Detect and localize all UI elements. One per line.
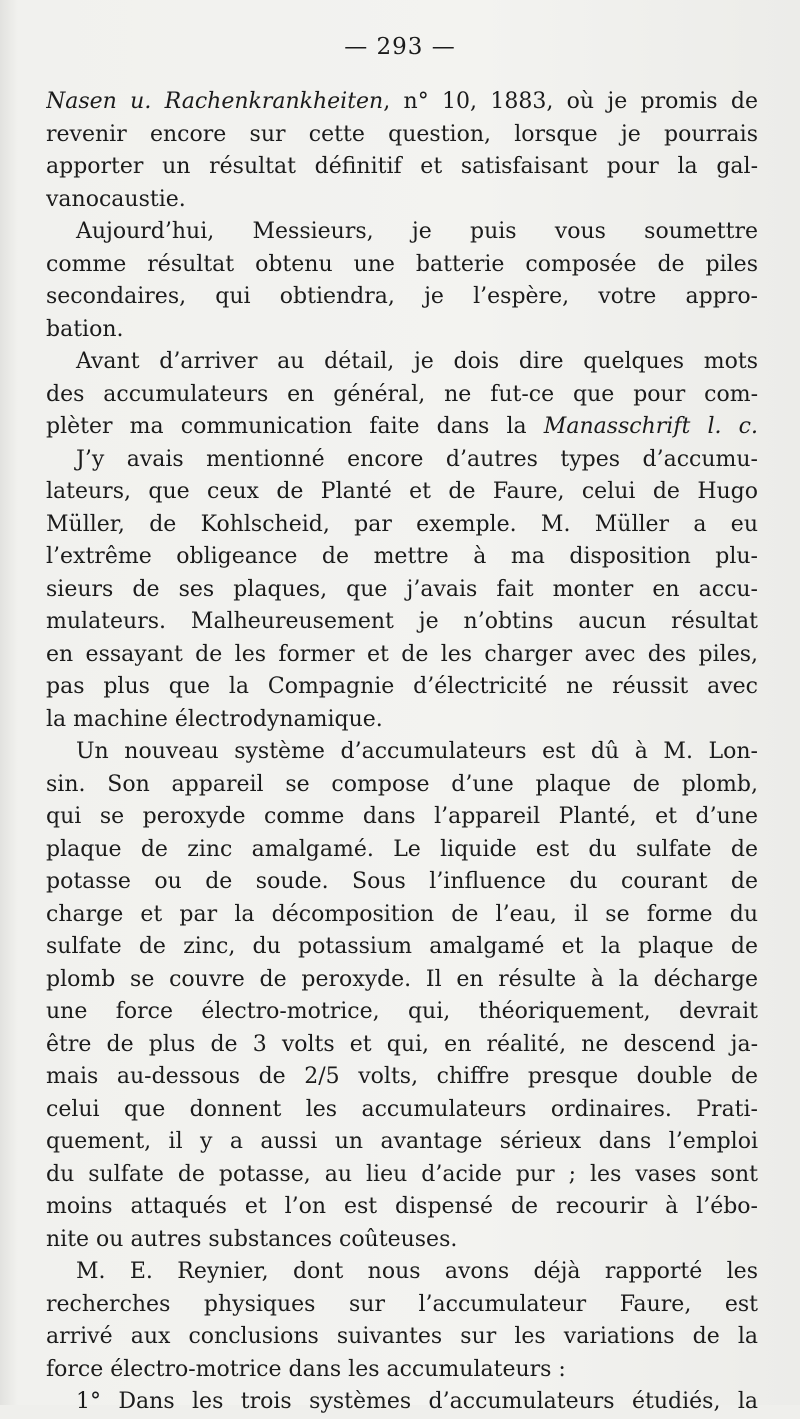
text-segment: Müller, de Kohlscheid, par exemple. M. Müller a eu	[46, 511, 758, 537]
text-segment: force électro-motrice dans les accumulateurs :	[46, 1356, 566, 1382]
text-segment: plomb se couvre de peroxyde. Il en résulte à la décharge	[46, 966, 758, 992]
text-segment: revenir encore sur cette question, lorsque je pourrais	[46, 121, 758, 147]
text-line	[46, 671, 758, 704]
text-line	[46, 1061, 758, 1094]
text-line	[46, 509, 758, 542]
text-segment: plaque de zinc amalgamé. Le liquide est du sulfate de	[46, 836, 758, 862]
text-segment: sieurs de ses plaques, que j’avais fait monter en accu-	[46, 576, 758, 602]
text-segment: potasse ou de soude. Sous l’influence du courant de	[46, 869, 758, 894]
text-line	[46, 1191, 758, 1224]
text-line	[46, 1029, 758, 1062]
text-line	[46, 704, 758, 737]
text-line	[46, 184, 758, 217]
text-segment: du sulfate de potasse, au lieu d’acide pur ; les vases sont	[46, 1161, 758, 1187]
text-segment: apporter un résultat définitif et satisfaisant pour la gal-	[46, 154, 758, 179]
text-line	[46, 736, 758, 769]
text-segment: moins attaqués et l’on est dispensé de recourir à l’ébo-	[46, 1194, 758, 1219]
text-line	[46, 606, 758, 639]
text-segment: arrivé aux conclusions suivantes sur les variations de la	[46, 1324, 758, 1349]
text-line	[46, 866, 758, 899]
text-line	[46, 1386, 758, 1419]
text-segment: être de plus de 3 volts et qui, en réalité, ne descend ja-	[46, 1031, 758, 1057]
text-line	[46, 1256, 758, 1289]
text-segment: M. E. Reynier, dont nous avons déjà rapporté les	[76, 1259, 758, 1284]
text-segment: J’y avais mentionné encore d’autres types d’accumu-	[76, 446, 758, 472]
text-segment: sin. Son appareil se compose d’une plaque de plomb,	[46, 771, 758, 797]
body-text	[46, 86, 758, 1419]
text-line	[46, 996, 758, 1029]
text-segment: secondaires, qui obtiendra, je l’espère, votre appro-	[46, 284, 758, 309]
text-line	[46, 346, 758, 379]
text-line	[46, 379, 758, 412]
text-line	[46, 1159, 758, 1192]
text-segment: quement, il y a aussi un avantage sérieux dans l’emploi	[46, 1129, 758, 1154]
text-segment: 1° Dans les trois systèmes d’accumulateurs étudiés, la	[76, 1389, 758, 1414]
text-line	[46, 249, 758, 282]
text-segment: Un nouveau système d’accumulateurs est dû à M. Lon-	[76, 739, 758, 764]
text-line	[46, 1094, 758, 1127]
text-segment: une force électro-motrice, qui, théoriquement, devrait	[46, 999, 758, 1024]
text-line	[46, 119, 758, 152]
text-segment: pas plus que la Compagnie d’électricité ne réussit avec	[46, 674, 758, 699]
text-segment: bation.	[46, 316, 124, 342]
text-line	[46, 1321, 758, 1354]
italic-text: Manasschrift l. c.	[543, 414, 758, 439]
text-line	[46, 964, 758, 997]
text-segment: celui que donnent les accumulateurs ordinaires. Prati-	[46, 1096, 758, 1122]
text-segment: comme résultat obtenu une batterie composée de piles	[46, 251, 758, 277]
text-line	[46, 769, 758, 802]
text-line	[46, 151, 758, 184]
text-line	[46, 639, 758, 672]
text-line	[46, 801, 758, 834]
text-line	[46, 1289, 758, 1322]
text-segment: Aujourd’hui, Messieurs, je puis vous soumettre	[76, 219, 758, 244]
text-line	[46, 541, 758, 574]
text-segment: nite ou autres substances coûteuses.	[46, 1226, 458, 1252]
text-segment: , n° 10, 1883, où je promis de	[383, 89, 758, 114]
text-line	[46, 444, 758, 477]
text-segment: mais au-dessous de 2/5 volts, chiffre presque double de	[46, 1064, 758, 1089]
page-number: — 293 —	[344, 34, 456, 60]
text-line	[46, 574, 758, 607]
text-line	[46, 86, 758, 119]
text-line	[46, 411, 758, 444]
text-line	[46, 216, 758, 249]
text-segment: Avant d’arriver au détail, je dois dire quelques mots	[76, 349, 758, 374]
text-segment: sulfate de zinc, du potassium amalgamé et la plaque de	[46, 934, 758, 959]
text-line	[46, 314, 758, 347]
text-segment: plèter ma communication faite dans la	[46, 414, 544, 439]
text-line	[46, 931, 758, 964]
text-segment: en essayant de les former et de les charger avec des piles,	[46, 641, 758, 667]
italic-text: Nasen u. Rachenkrankheiten	[46, 89, 384, 114]
text-line	[46, 899, 758, 932]
text-line	[46, 476, 758, 509]
text-segment: recherches physiques sur l’accumulateur Faure, est	[46, 1291, 758, 1317]
text-segment: l’extrême obligeance de mettre à ma disposition plu-	[46, 544, 758, 569]
text-segment: la machine électrodynamique.	[46, 706, 383, 732]
text-line	[46, 1224, 758, 1257]
text-segment: qui se peroxyde comme dans l’appareil Planté, et d’une	[46, 804, 758, 829]
text-line	[46, 1126, 758, 1159]
text-segment: charge et par la décomposition de l’eau, il se forme du	[46, 901, 758, 927]
text-line	[46, 281, 758, 314]
text-segment: lateurs, que ceux de Planté et de Faure, celui de Hugo	[46, 479, 758, 504]
text-segment: vanocaustie.	[46, 186, 186, 212]
text-line	[46, 1354, 758, 1387]
text-segment: des accumulateurs en général, ne fut-ce que pour com-	[46, 381, 758, 407]
text-line	[46, 834, 758, 867]
text-segment: mulateurs. Malheureusement je n’obtins aucun résultat	[46, 609, 758, 634]
